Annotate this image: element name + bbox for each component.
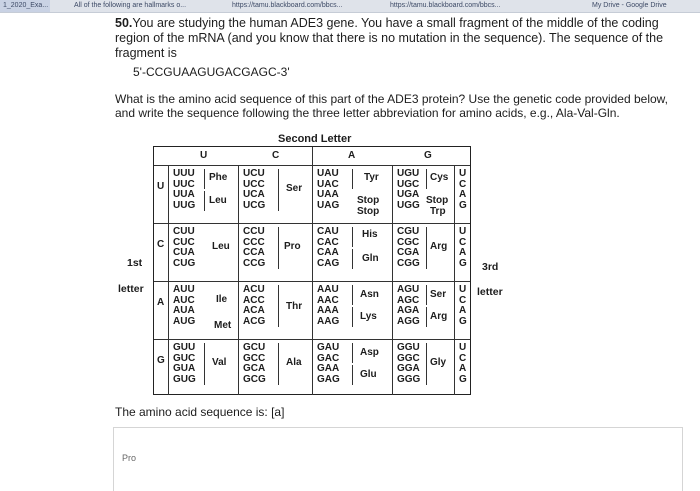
aa-arg-2: Arg bbox=[430, 311, 448, 322]
answer-prompt: The amino acid sequence is: [a] bbox=[115, 405, 285, 419]
aa-ser-1: Ser bbox=[286, 183, 303, 194]
aa-gly: Gly bbox=[430, 357, 447, 368]
bookmark-exam[interactable]: 1_2020_Exa... bbox=[0, 0, 50, 12]
third-letter-divider bbox=[454, 165, 455, 395]
codons-uu: UUU UUC UUA UUG bbox=[173, 168, 196, 211]
bracket-his bbox=[352, 227, 353, 247]
bracket-val bbox=[204, 343, 205, 385]
aa-thr: Thr bbox=[286, 301, 303, 312]
mrna-sequence: 5'-CCGUAAGUGACGAGC-3' bbox=[133, 65, 290, 79]
aa-stop-3: Stop bbox=[426, 195, 449, 206]
codons-au: AUU AUC AUA AUG bbox=[173, 284, 196, 327]
bracket-gly bbox=[426, 343, 427, 385]
third-a: A bbox=[459, 189, 467, 200]
third-c: C bbox=[459, 352, 467, 364]
codons-ga: GAU GAC GAA GAG bbox=[317, 342, 340, 385]
first-letter-label-bottom: letter bbox=[118, 283, 144, 295]
aa-leu-2: Leu bbox=[212, 241, 230, 252]
bracket-ser-2 bbox=[426, 285, 427, 305]
third-letters-row-g bbox=[459, 343, 467, 385]
aa-cys: Cys bbox=[430, 172, 449, 183]
col-divider-3 bbox=[392, 165, 393, 395]
answer-input-box[interactable] bbox=[113, 427, 683, 491]
question-body: You are studying the human ADE3 gene. You have a small fragment of the middle of the coding region of the mRNA (and you know that there is no mutation in the sequence). The sequence of the fragment is bbox=[115, 16, 664, 60]
third-c: C bbox=[459, 178, 467, 190]
bracket-lys bbox=[352, 307, 353, 327]
bookmark-google-drive[interactable]: My Drive - Google Drive bbox=[592, 2, 667, 9]
third-a: A bbox=[459, 247, 467, 258]
aa-ala: Ala bbox=[286, 357, 302, 368]
second-letter-title: Second Letter bbox=[278, 133, 352, 145]
row-letter-c: C bbox=[157, 239, 165, 250]
bracket-asp bbox=[352, 343, 353, 363]
codons-cg: CGU CGC CGA CGG bbox=[397, 226, 420, 269]
first-letter-divider bbox=[168, 165, 169, 395]
aa-his: His bbox=[362, 229, 378, 240]
aa-gln: Gln bbox=[362, 253, 379, 264]
genetic-code-table bbox=[153, 146, 471, 395]
col-header-a: A bbox=[348, 150, 356, 161]
aa-glu: Glu bbox=[360, 369, 377, 380]
question-text bbox=[115, 16, 675, 61]
bracket-arg-2 bbox=[426, 307, 427, 327]
row-letter-a: A bbox=[157, 297, 165, 308]
question-number: 50. bbox=[115, 16, 133, 30]
third-u: U bbox=[459, 342, 467, 353]
codons-ug: UGU UGC UGA UGG bbox=[397, 168, 420, 211]
bracket-phe bbox=[204, 169, 205, 189]
third-u: U bbox=[459, 168, 467, 179]
col-header-g: G bbox=[424, 150, 432, 161]
bracket-glu bbox=[352, 365, 353, 385]
row-letter-u: U bbox=[157, 181, 165, 192]
aa-asp: Asp bbox=[360, 347, 379, 358]
third-letter-label-top: 3rd bbox=[482, 261, 499, 273]
codons-ac: ACU ACC ACA ACG bbox=[243, 284, 266, 327]
bracket-thr bbox=[278, 285, 279, 327]
codons-gc: GCU GCC GCA GCG bbox=[243, 342, 266, 385]
aa-ile: Ile bbox=[216, 294, 228, 305]
aa-asn: Asn bbox=[360, 289, 379, 300]
bookmark-blackboard-2[interactable]: https://tamu.blackboard.com/bbcs... bbox=[390, 2, 501, 9]
codons-ua: UAU UAC UAA UAG bbox=[317, 168, 340, 211]
codons-ca: CAU CAC CAA CAG bbox=[317, 226, 340, 269]
codons-uc: UCU UCC UCA UCG bbox=[243, 168, 266, 211]
aa-ser-2: Ser bbox=[430, 289, 447, 300]
third-a: A bbox=[459, 363, 467, 374]
third-letters-row-u bbox=[459, 169, 467, 211]
first-letter-label-top: 1st bbox=[127, 257, 143, 269]
third-letters-row-c bbox=[459, 227, 467, 269]
third-letters-row-a bbox=[459, 285, 467, 327]
third-g: G bbox=[459, 315, 467, 327]
aa-pro: Pro bbox=[284, 241, 301, 252]
third-c: C bbox=[459, 236, 467, 248]
bracket-asn bbox=[352, 285, 353, 305]
row-letter-g: G bbox=[157, 355, 165, 366]
aa-stop-2: Stop bbox=[357, 206, 380, 217]
question-prompt: What is the amino acid sequence of this part of the ADE3 protein? Use the genetic code provided below, and write the sequence following the three letter abbreviation for amino acids, e.g., Ala-Val-Gln. bbox=[115, 92, 669, 120]
pro-label: Pro bbox=[122, 453, 137, 463]
codons-cc: CCU CCC CCA CCG bbox=[243, 226, 266, 269]
codons-aa: AAU AAC AAA AAG bbox=[317, 284, 340, 327]
aa-stop-1: Stop bbox=[357, 195, 380, 206]
bookmark-hallmarks[interactable]: All of the following are hallmarks o... bbox=[74, 2, 187, 9]
bracket-gln bbox=[352, 249, 353, 269]
browser-bookmarks-bar bbox=[0, 0, 700, 13]
third-u: U bbox=[459, 226, 467, 237]
bracket-cys bbox=[426, 169, 427, 189]
aa-leu-1: Leu bbox=[209, 195, 227, 206]
third-letter-label-bottom: letter bbox=[477, 286, 503, 298]
bracket-ser-1 bbox=[278, 169, 279, 211]
col-header-c: C bbox=[272, 150, 280, 161]
bracket-tyr bbox=[352, 169, 353, 189]
aa-phe: Phe bbox=[209, 172, 228, 183]
bracket-leu-1 bbox=[204, 191, 205, 211]
third-g: G bbox=[459, 257, 467, 269]
aa-trp: Trp bbox=[430, 206, 446, 217]
third-c: C bbox=[459, 294, 467, 306]
third-g: G bbox=[459, 373, 467, 385]
aa-tyr: Tyr bbox=[364, 172, 379, 183]
codons-gu: GUU GUC GUA GUG bbox=[173, 342, 196, 385]
col-divider-1 bbox=[238, 165, 239, 395]
bookmark-blackboard-1[interactable]: https://tamu.blackboard.com/bbcs... bbox=[232, 2, 343, 9]
col-divider-2 bbox=[312, 147, 313, 395]
codons-ag: AGU AGC AGA AGG bbox=[397, 284, 420, 327]
col-header-u: U bbox=[200, 150, 208, 161]
bracket-pro bbox=[278, 227, 279, 269]
codons-cu: CUU CUC CUA CUG bbox=[173, 226, 196, 269]
aa-met: Met bbox=[214, 320, 232, 331]
aa-arg-1: Arg bbox=[430, 241, 448, 252]
bracket-arg-1 bbox=[426, 227, 427, 269]
third-a: A bbox=[459, 305, 467, 316]
bracket-ala bbox=[278, 343, 279, 385]
aa-val: Val bbox=[212, 357, 227, 368]
codons-gg: GGU GGC GGA GGG bbox=[397, 342, 421, 385]
third-u: U bbox=[459, 284, 467, 295]
third-g: G bbox=[459, 199, 467, 211]
aa-lys: Lys bbox=[360, 311, 377, 322]
